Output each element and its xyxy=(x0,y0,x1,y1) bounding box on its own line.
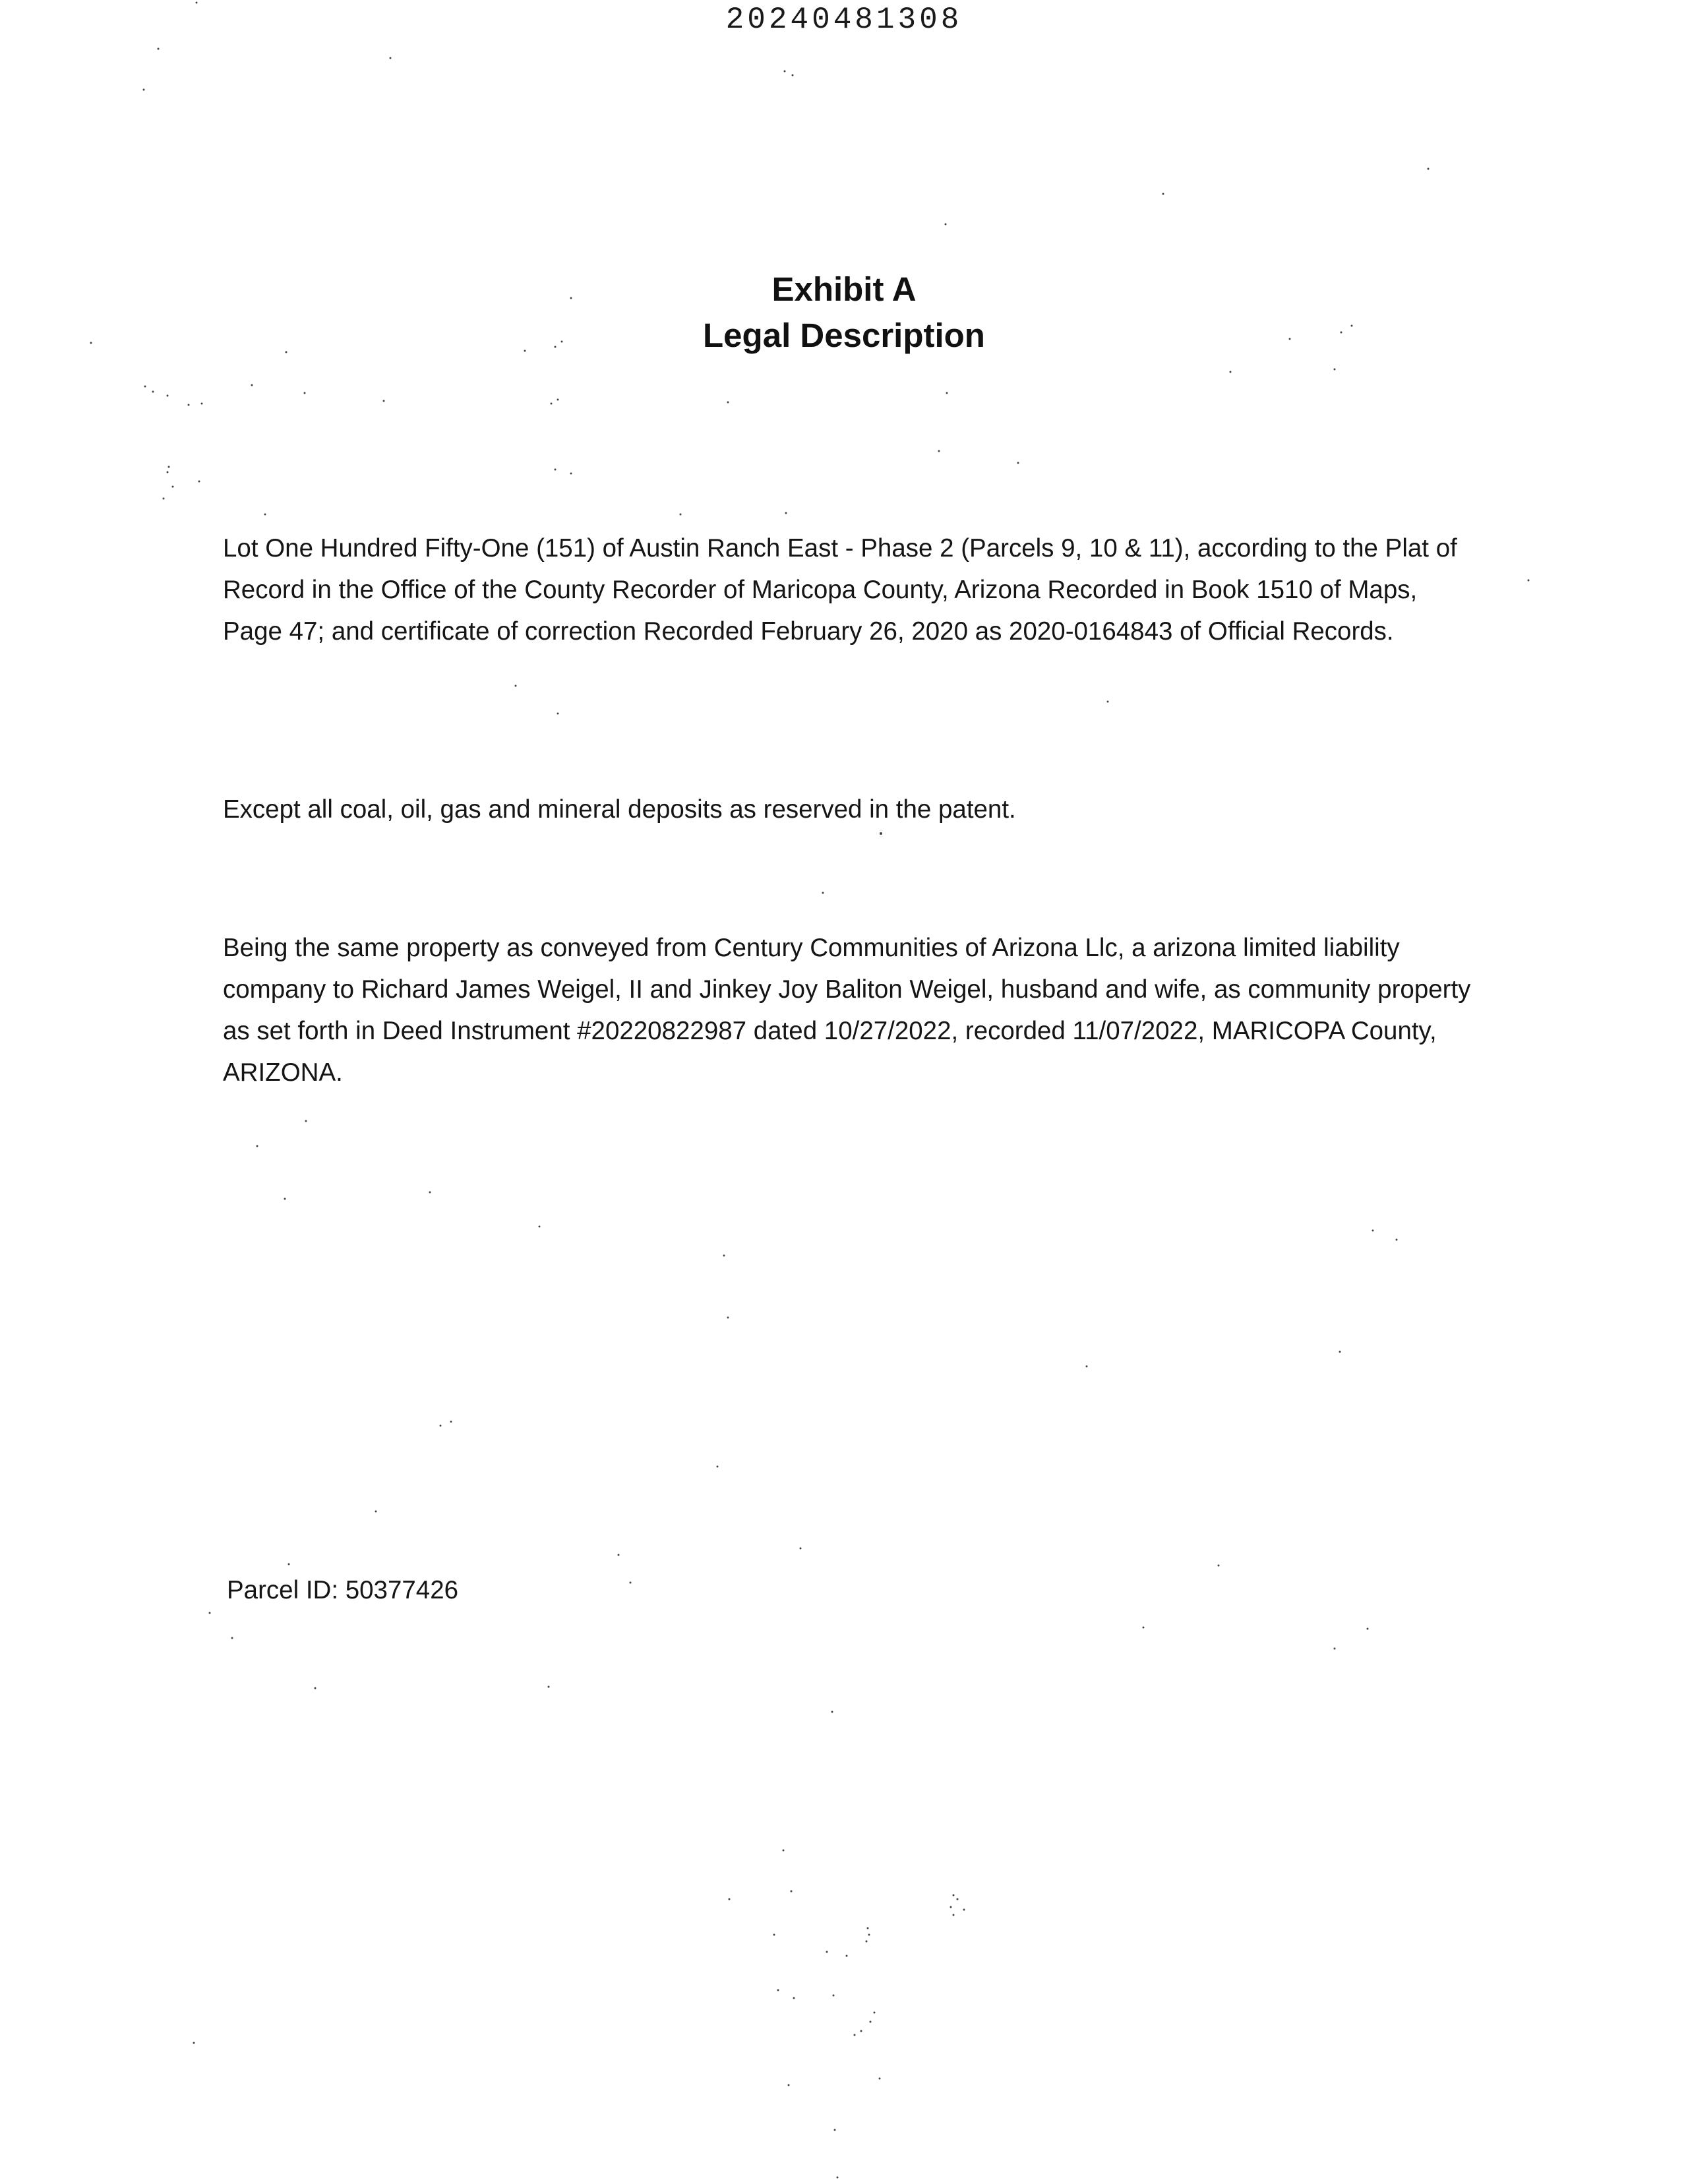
exhibit-title: Exhibit A xyxy=(771,270,917,308)
title-block xyxy=(0,266,1688,359)
legal-description-paragraph: Lot One Hundred Fifty-One (151) of Austin Ranch East - Phase 2 (Parcels 9, 10 & 11), according to the Plat of Record in the Office of the County Recorder of Maricopa County, Arizona Recorded in Book 1510 of Maps, Page 47; and certificate of correction Recorded February 26, 2020 as 2020-0164843 of Official Records. xyxy=(223,534,1457,646)
parcel-id: Parcel ID: 50377426 xyxy=(227,1576,459,1604)
mineral-exception-paragraph: Except all coal, oil, gas and mineral deposits as reserved in the patent. xyxy=(223,795,1016,824)
legal-description-heading: Legal Description xyxy=(703,317,985,354)
recording-number: 20240481308 xyxy=(725,3,963,37)
vesting-paragraph: Being the same property as conveyed from Century Communities of Arizona Llc, a arizona limited liability company to Richard James Weigel, II and Jinkey Joy Baliton Weigel, husband and wife, as community property as set forth in Deed Instrument #20220822987 dated 10/27/2022, recorded 11/07/2022, MARICOPA County, ARIZONA. xyxy=(223,934,1471,1087)
